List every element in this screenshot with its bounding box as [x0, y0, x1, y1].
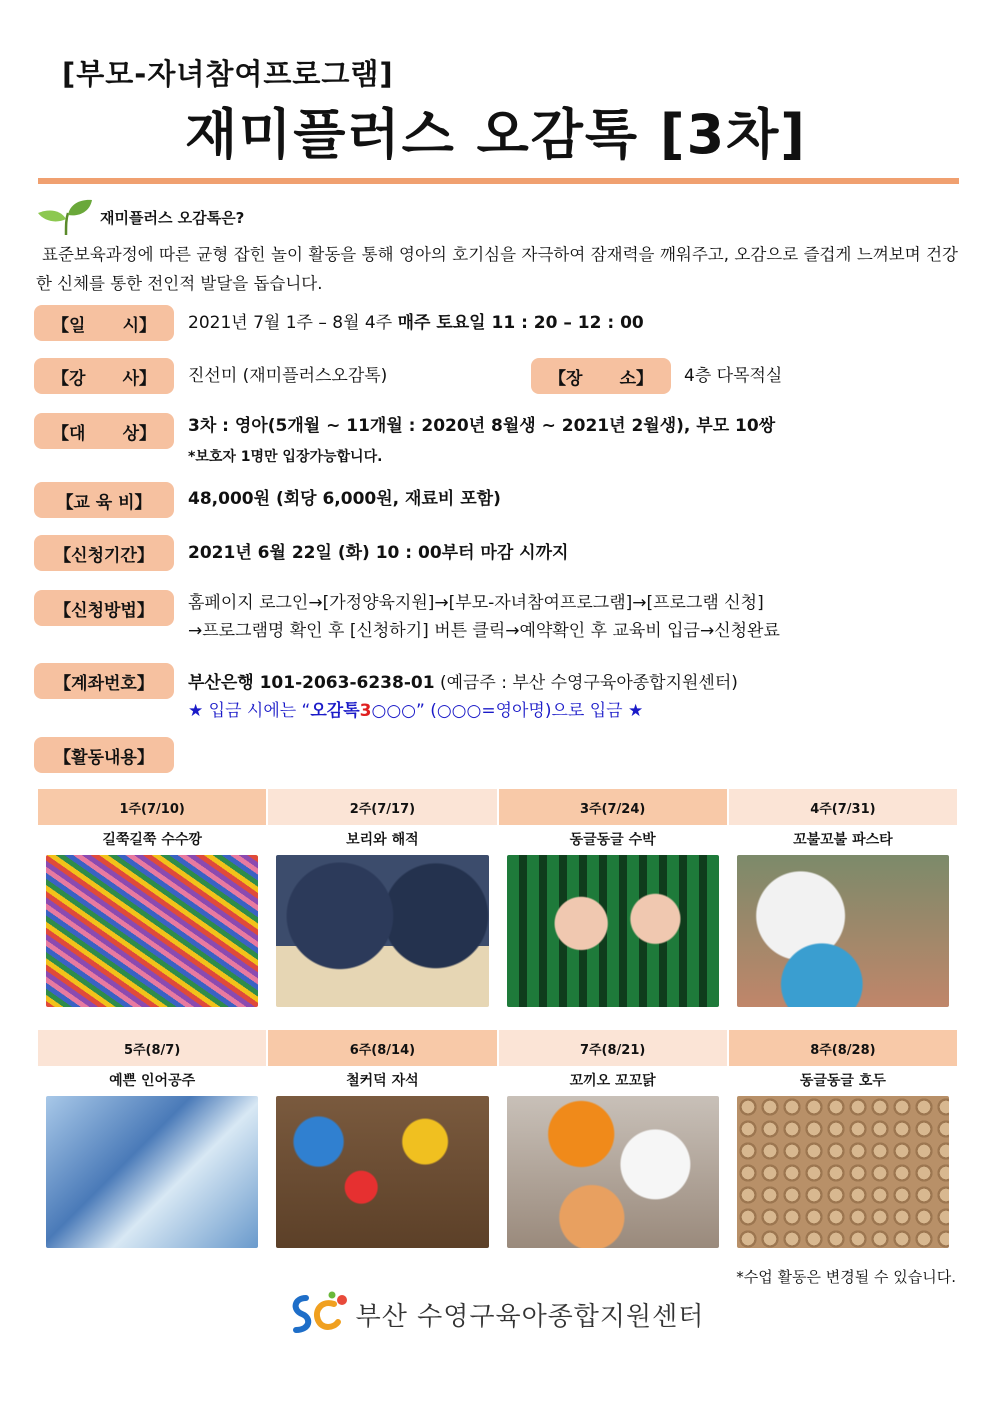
- week-header: 5주(8/7): [38, 1030, 266, 1066]
- activity-photo: [737, 855, 949, 1007]
- activity-photo: [507, 1096, 719, 1248]
- activity-photo: [737, 1096, 949, 1248]
- week-grid-1: [38, 789, 957, 1007]
- activity-photo: [276, 855, 488, 1007]
- deposit-instruction: [188, 697, 643, 725]
- deposit-pre: ★ 입금 시에는 “: [188, 701, 311, 721]
- deposit-bold: 오감톡: [310, 701, 360, 721]
- account-bank: 부산은행 101-2063-6238-01: [188, 673, 435, 693]
- method-line-1: 홈페이지 로그인→[가정양육지원]→[부모-자녀참여프로그램]→[프로그램 신청]: [188, 593, 764, 613]
- organization-name: 부산 수영구육아종합지원센터: [355, 1301, 705, 1332]
- activity-title: 꼬불꼬불 파스타: [793, 832, 893, 848]
- activity-photo: [276, 1096, 488, 1248]
- intro-heading: [36, 197, 244, 237]
- sprout-icon: [36, 197, 94, 237]
- schedule-value: [188, 309, 644, 337]
- fee-label: 【교 육 비】: [34, 482, 174, 518]
- period-label: 【신청기간】: [34, 535, 174, 571]
- instructor-label: [34, 358, 174, 394]
- place-label-left: 【장: [549, 368, 583, 389]
- title-divider: [38, 178, 959, 184]
- account-holder: (예금주 : 부산 수영구육아종합지원센터): [439, 673, 738, 693]
- activity-title: 보리와 해적: [346, 832, 419, 848]
- place-label-right: 소】: [619, 368, 653, 389]
- account-value: [188, 669, 738, 697]
- program-subtitle: [부모-자녀참여프로그램]: [62, 57, 394, 91]
- target-label-left: 【대: [52, 423, 86, 444]
- activity-title: 꼬끼오 꼬꼬닭: [569, 1073, 656, 1089]
- schedule-label-right: 시】: [122, 315, 156, 336]
- method-label: 【신청방법】: [34, 590, 174, 626]
- intro-heading-text: 재미플러스 오감톡은?: [100, 208, 245, 227]
- week-header: 1주(7/10): [38, 789, 266, 825]
- target-label: [34, 413, 174, 449]
- schedule-time: 매주 토요일 11 : 20 – 12 : 00: [397, 313, 644, 333]
- method-line-2: →프로그램명 확인 후 [신청하기] 버튼 클릭→예약확인 후 교육비 입금→신청완료: [188, 621, 780, 641]
- activity-title: 길쭉길쭉 수수깡: [102, 832, 202, 848]
- activity-photo: [46, 1096, 258, 1248]
- activity-title: 철커덕 자석: [346, 1073, 419, 1089]
- activity-photo: [507, 855, 719, 1007]
- week-header: 7주(8/21): [499, 1030, 727, 1066]
- week-header: 4주(7/31): [729, 789, 957, 825]
- activity-title: 동글동글 수박: [569, 832, 656, 848]
- period-value: 2021년 6월 22일 (화) 10 : 00부터 마감 시까지: [188, 543, 569, 563]
- schedule-label: [34, 305, 174, 341]
- activities-label: 【활동내용】: [34, 737, 174, 773]
- page-title: 재미플러스 오감톡 [3차]: [184, 103, 807, 166]
- week-header: 8주(8/28): [729, 1030, 957, 1066]
- intro-body: 표준보육과정에 따른 균형 잡힌 놀이 활동을 통해 영아의 호기심을 자극하여 잠재력을 깨워주고, 오감으로 즐겁게 느껴보며 건강한 신체를 통한 전인적 발달을 돕습니다.: [36, 245, 958, 293]
- place-value: 4층 다목적실: [684, 366, 783, 386]
- instructor-label-left: 【강: [52, 368, 86, 389]
- activity-photo: [46, 855, 258, 1007]
- week-header: 2주(7/17): [268, 789, 496, 825]
- schedule-date: 2021년 7월 1주 – 8월 4주: [188, 313, 393, 333]
- footnote: *수업 활동은 변경될 수 있습니다.: [736, 1268, 956, 1286]
- target-value: 3차 : 영아(5개월 ~ 11개월 : 2020년 8월생 ~ 2021년 2월생), 부모 10쌍: [188, 416, 776, 436]
- target-label-right: 상】: [122, 423, 156, 444]
- deposit-number: 3: [359, 701, 372, 721]
- place-label: [531, 358, 671, 394]
- instructor-label-right: 사】: [122, 368, 156, 389]
- footer: [0, 1290, 992, 1338]
- week-header: 6주(8/14): [268, 1030, 496, 1066]
- schedule-label-left: 【일: [52, 315, 86, 336]
- deposit-post: ○○○” (○○○=영아명)으로 입금 ★: [371, 701, 644, 721]
- activity-title: 동글동글 호두: [799, 1073, 886, 1089]
- activity-title: 예쁜 인어공주: [109, 1073, 196, 1089]
- center-logo-icon: [288, 1290, 350, 1338]
- week-grid-2: [38, 1030, 957, 1248]
- target-note: *보호자 1명만 입장가능합니다.: [188, 449, 383, 465]
- week-header: 3주(7/24): [499, 789, 727, 825]
- account-label: 【계좌번호】: [34, 663, 174, 699]
- instructor-value: 진선미 (재미플러스오감톡): [188, 366, 388, 386]
- fee-value: 48,000원 (회당 6,000원, 재료비 포함): [188, 489, 501, 509]
